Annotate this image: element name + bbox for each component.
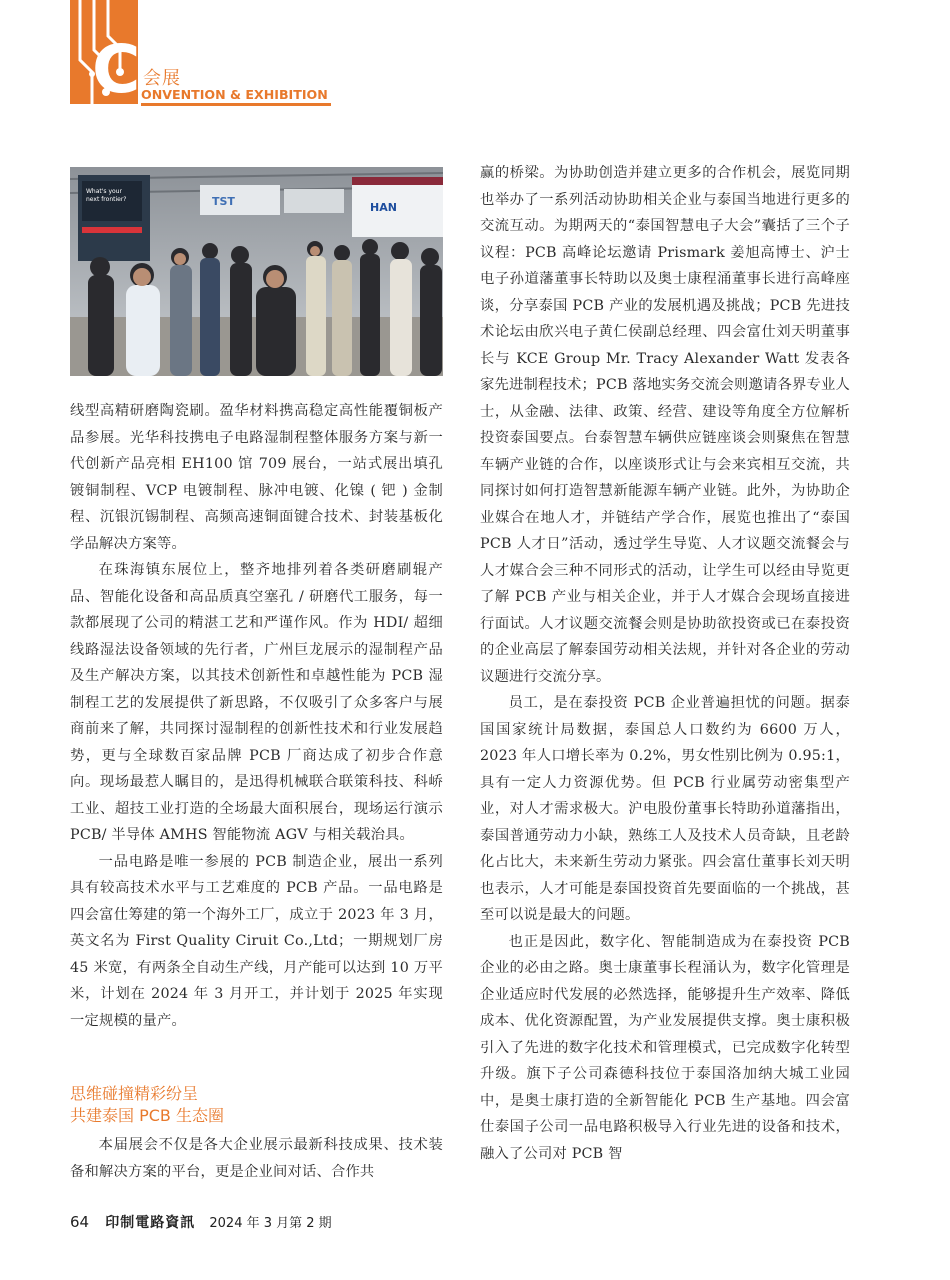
paragraph: 本届展会不仅是各大企业展示最新科技成果、技术装备和解决方案的平台，更是企业间对话、合作共	[70, 1137, 443, 1180]
booth-sign-left-2: next frontier?	[86, 196, 127, 203]
paragraph: 也正是因此，数字化、智能制造成为在泰投资 PCB 企业的必由之路。奥士康董事长程涌认为，数字化管理是企业适应时代发展的必然选择，能够提升生产效率、降低成本、优化资源配置，为产业发展提供支撑。奥士康积极引入了先进的数字化技术和管理模式，已完成数字化转型升级。旗下子公司森德科技位于泰国洛加纳大城工业园中，是奥士康打造的全新智能化 PCB 生产基地。四会富仕泰国子公司一品电路积极导入行业先进的设备和技术，融入了公司对 PCB 智	[480, 933, 850, 1162]
section-title-en: ONVENTION & EXHIBITION	[141, 87, 328, 102]
booth-sign-left-1: What's your	[86, 188, 122, 195]
section-heading	[70, 1083, 443, 1127]
booth-sign-mid: TST	[212, 195, 235, 208]
section-title-cn: 会展	[143, 68, 181, 89]
page-number: 64	[70, 1213, 90, 1231]
right-column	[480, 160, 850, 1167]
section-heading-line2: 共建泰国 PCB 生态圈	[70, 1106, 224, 1125]
paragraph: 员工，是在泰投资 PCB 企业普遍担忧的问题。据泰国国家统计局数据，泰国总人口数约为 6600 万人，2023 年人口增长率为 0.2%，男女性别比例为 0.95:1，具有一定人力资源优势。但 PCB 行业属劳动密集型产业，对人才需求极大。沪电股份董事长特助孙道藩指出，泰国普通劳动力小缺，熟练工人及技术人员奇缺，且老龄化占比大，未来新生劳动力紧张。四会富仕董事长刘天明也表示，人才可能是泰国投资首先要面临的一个挑战，甚至可以说是最大的问题。	[480, 695, 850, 923]
left-column-top	[70, 398, 443, 1034]
exhibition-photo	[70, 167, 443, 376]
section-heading-line1: 思维碰撞精彩纷呈	[70, 1084, 199, 1103]
paragraph: 线型高精研磨陶瓷刷。盈华材料携高稳定高性能覆铜板产品参展。光华科技携电子电路湿制程整体服务方案与新一代创新产品亮相 EH100 馆 709 展台，一站式展出填孔镀铜制程、VCP 电镀制程、脉冲电镀、化镍 ( 钯 ) 金制程、沉银沉锡制程、高频高速铜面键合技术、封装基板化学品解决方案等。	[70, 403, 443, 552]
paragraph: 在珠海镇东展位上，整齐地排列着各类研磨刷辊产品、智能化设备和高品质真空塞孔 / 研磨代工服务，每一款都展现了公司的精湛工艺和严谨作风。作为 HDI/ 超细线路湿法设备领域的先行者，广州巨龙展示的湿制程产品及生产解决方案，以其技术创新性和卓越性能为 PCB 湿制程工艺的发展提供了新思路，不仅吸引了众多客户与展商前来了解，共同探讨湿制程的创新性技术和行业发展趋势，更与全球数百家品牌 PCB 厂商达成了初步合作意向。现场最惹人瞩目的，是迅得机械联合联策科技、科峤工业、超技工业打造的全场最大面积展台，现场运行演示 PCB/ 半导体 AMHS 智能物流 AGV 与相关载治具。	[70, 562, 443, 843]
issue-label: 2024 年 3 月第 2 期	[209, 1216, 332, 1231]
exhibition-crowd-photo-icon	[70, 167, 443, 376]
booth-sign-right: HAN	[370, 201, 397, 214]
left-column-bottom	[70, 1132, 443, 1185]
paragraph: 一品电路是唯一参展的 PCB 制造企业，展出一系列具有较高技术水平与工艺难度的 PCB 产品。一品电路是四会富仕筹建的第一个海外工厂，成立于 2023 年 3 月，英文名为 First Quality Ciruit Co.,Ltd；一期规划厂房 45 米宽，有两条全自动生产线，月产能可以达到 10 万平米，计划在 2024 年 3 月开工，并计划于 2025 年实现一定规模的量产。	[70, 853, 443, 1029]
logo-letter: C	[92, 31, 141, 108]
header-divider	[141, 103, 331, 106]
page-footer	[70, 1211, 332, 1233]
paragraph: 赢的桥梁。为协助创造并建立更多的合作机会，展览同期也举办了一系列活动协助相关企业与泰国当地进行更多的交流互动。为期两天的“泰国智慧电子大会”囊括了三个子议程：PCB 高峰论坛邀请 Prismark 姜旭高博士、沪士电子孙道藩董事长特助以及奥士康程涌董事长进行高峰座谈，分享泰国 PCB 产业的发展机遇及挑战；PCB 先进技术论坛由欣兴电子黄仁侯副总经理、四会富仕刘天明董事长与 KCE Group Mr. Tracy Alexander Watt 发表各家先进制程技术；PCB 落地实务交流会则邀请各界专业人士，从金融、法律、政策、经营、建设等角度全方位解析投资泰国要点。台泰智慧车辆供应链座谈会则聚焦在智慧车辆产业链的合作，以座谈形式让与会来宾相互交流，共同探讨如何打造智慧新能源车辆产业链。此外，为协助企业媒合在地人才，并链结产学合作，展览也推出了“泰国 PCB 人才日”活动，透过学生导览、人才议题交流餐会与人才媒合会三种不同形式的活动，让学生可以经由导览更了解 PCB 产业与相关企业，并于人才媒合会现场直接进行面试。人才议题交流餐会则是协助欲投资或已在泰投资的企业高层了解泰国劳动相关法规，并针对各企业的劳动议题进行交流分享。	[480, 165, 850, 685]
magazine-name: 印制電路資訊	[105, 1215, 196, 1231]
